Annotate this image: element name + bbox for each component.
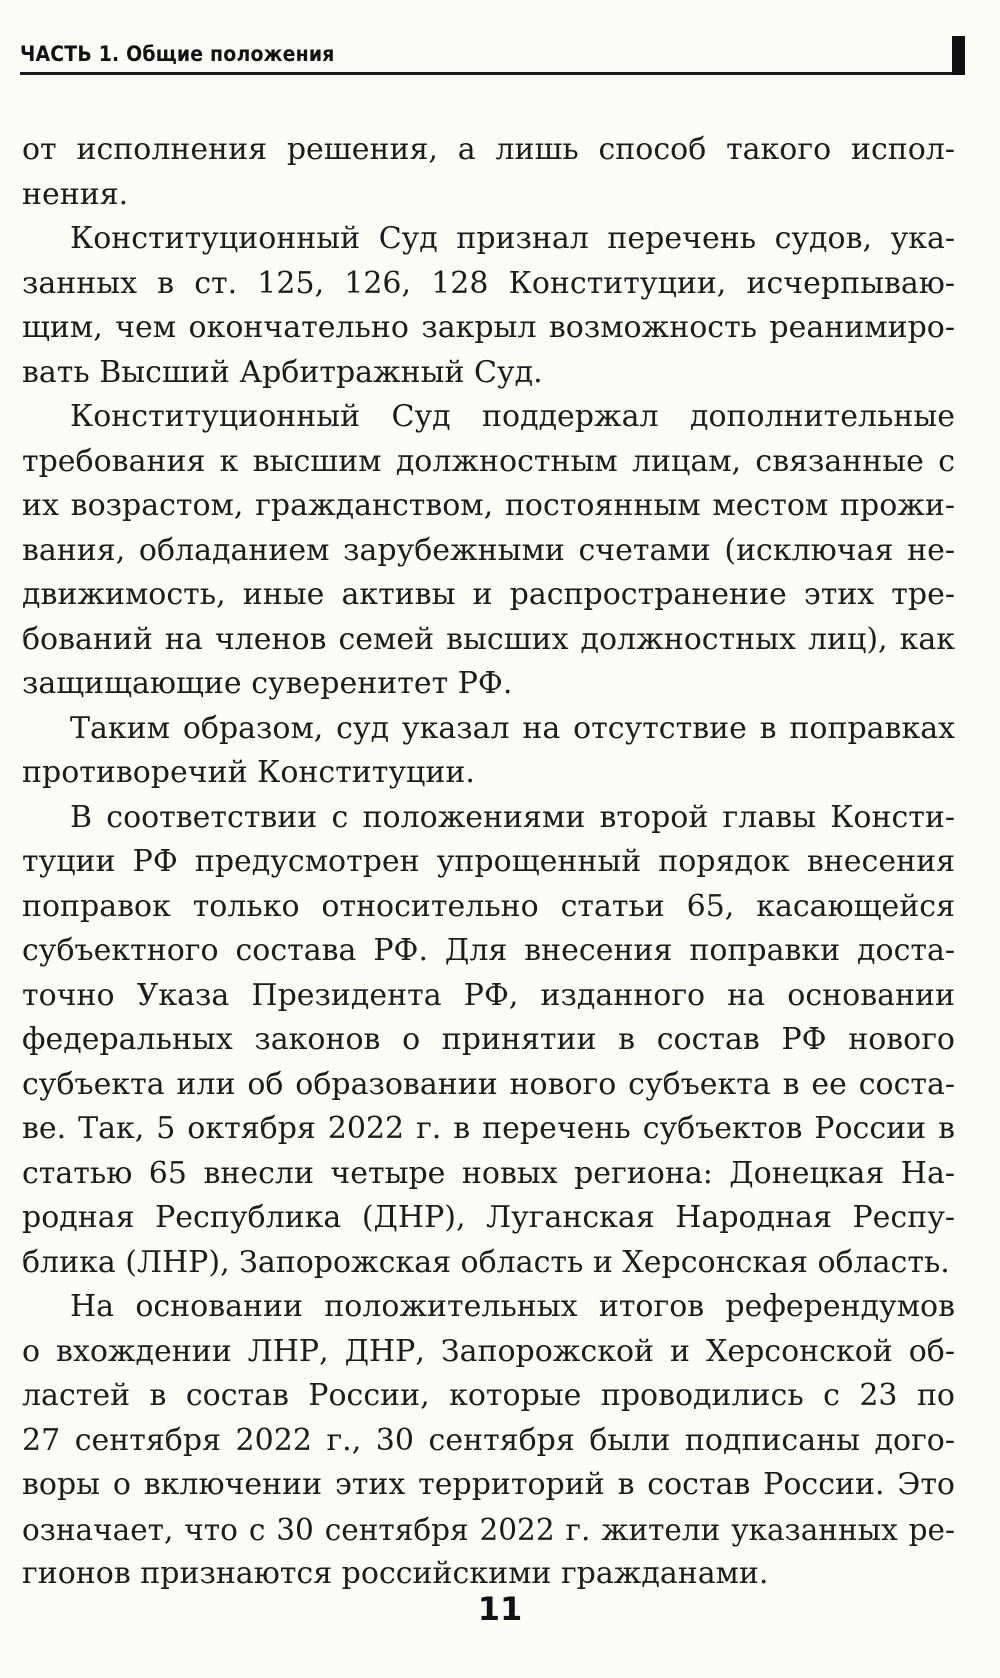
text-line: их возрастом, гражданством, постоянным местом прожи- (22, 488, 955, 523)
text-line: бований на членов семей высших должностных лиц), как (22, 621, 955, 657)
text-line: блика (ЛНР), Запорожская область и Херсонская область. (22, 1244, 950, 1280)
text-line: 27 сентября 2022 г., 30 сентября были подписаны дого- (22, 1422, 955, 1458)
running-head-title: ЧАСТЬ 1. Общие положения (20, 42, 335, 66)
section-marker-bar (952, 36, 965, 75)
text-line: щим, чем окончательно закрыл возможность реанимиро- (22, 310, 955, 345)
text-line: гионов признаются российскими гражданами. (22, 1556, 769, 1591)
text-line: защищающие суверенитет РФ. (22, 666, 513, 701)
text-line: означает, что с 30 сентября 2022 г. жители указанных ре- (22, 1512, 955, 1547)
text-line: статью 65 внесли четыре новых региона: Донецкая На- (22, 1155, 955, 1191)
text-line: поправок только относительно статьи 65, касающейся (22, 888, 955, 924)
paragraph (22, 395, 955, 707)
text-line: воры о включении этих территорий в состав России. Это (22, 1467, 955, 1502)
text-line: вания, обладанием зарубежными счетами (исключая не- (22, 532, 955, 568)
text-line: В соответствии с положениями второй главы Консти- (70, 799, 955, 835)
text-line: о вхождении ЛНР, ДНР, Запорожской и Херсонской об- (22, 1333, 955, 1369)
text-line: федеральных законов о принятии в состав РФ нового (22, 1022, 955, 1057)
text-line: ве. Так, 5 октября 2022 г. в перечень субъектов России в (22, 1111, 955, 1146)
paragraph (22, 217, 955, 395)
text-line: На основании положительных итогов референдумов (70, 1289, 955, 1324)
paragraph (22, 796, 955, 1286)
text-line: ластей в состав России, которые проводились с 23 по (22, 1378, 955, 1413)
text-line: Таким образом, суд указал на отсутствие в поправках (70, 710, 955, 746)
text-line: вать Высший Арбитражный Суд. (22, 354, 543, 390)
body-text (22, 128, 955, 1597)
text-line: субъектного состава РФ. Для внесения поправки доста- (22, 933, 955, 968)
text-line: движимость, иные активы и распространение этих тре- (22, 577, 955, 612)
text-line: занных в ст. 125, 126, 128 Конституции, исчерпываю- (22, 265, 955, 301)
text-line: субъекта или об образовании нового субъекта в ее соста- (22, 1066, 955, 1102)
page-number: 11 (477, 1590, 523, 1628)
paragraph (22, 1285, 955, 1597)
text-line: от исполнения решения, а лишь способ такого испол- (22, 132, 955, 167)
text-line: родная Республика (ДНР), Луганская Народная Респу- (22, 1200, 955, 1235)
text-line: Конституционный Суд признал перечень судов, ука- (70, 221, 955, 256)
text-line: требования к высшим должностным лицам, связанные с (22, 443, 955, 479)
text-line: точно Указа Президента РФ, изданного на основании (22, 977, 955, 1013)
paragraph (22, 707, 955, 796)
text-line: нения. (22, 176, 129, 212)
text-line: противоречий Конституции. (22, 755, 475, 790)
running-head (20, 40, 965, 75)
paragraph (22, 128, 955, 217)
text-line: туции РФ предусмотрен упрощенный порядок внесения (22, 844, 955, 879)
text-line: Конституционный Суд поддержал дополнительные (70, 399, 955, 434)
